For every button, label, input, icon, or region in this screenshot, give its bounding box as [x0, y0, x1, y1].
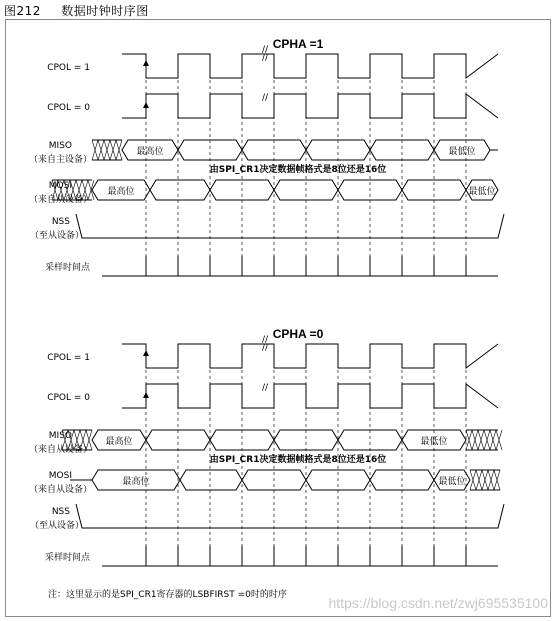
miso-bus-hatch: [496, 430, 502, 450]
miso-bus-hatch: [116, 140, 122, 160]
break-mark: //: [262, 93, 269, 103]
label-miso_sub: （来自从设备）: [28, 445, 92, 455]
label-mosi_sub: （来自从设备）: [28, 485, 92, 495]
cpol1-clock-wave: [122, 344, 498, 368]
miso-bus-hatch: [472, 430, 478, 450]
cpol1-clock-wave: [122, 54, 498, 78]
figure-caption: 数据时钟时序图: [61, 4, 149, 18]
nss-wave: [76, 214, 504, 238]
label-mosi: MOSI: [48, 471, 72, 481]
figure-number: 图212: [4, 4, 41, 18]
label-nss: NSS: [51, 217, 70, 227]
label-miso: MISO: [48, 431, 72, 441]
miso-bus-hatch: [490, 430, 496, 450]
label-cpol0: CPOL = 0: [47, 393, 90, 403]
break-mark: //: [262, 45, 269, 55]
label-cpol1: CPOL = 1: [47, 63, 90, 73]
miso-bus-hatch: [484, 430, 490, 450]
mosi-bus-hatch: [482, 470, 488, 490]
break-mark: //: [262, 53, 269, 63]
miso-bus-hatch: [98, 140, 104, 160]
edge-arrow: [143, 350, 149, 356]
label-sample: 采样时间点: [44, 553, 90, 563]
label-cpol0: CPOL = 0: [47, 103, 90, 113]
miso-bus-hatch: [92, 140, 98, 160]
msb-label: 最高位: [105, 437, 133, 447]
label-cpol1: CPOL = 1: [47, 353, 90, 363]
mosi-bus-hatch: [488, 470, 494, 490]
mosi-bus-cell: [150, 180, 210, 200]
label-nss: NSS: [51, 507, 70, 517]
label-sample: 采样时间点: [44, 263, 90, 273]
msb-label: 最高位: [122, 477, 150, 487]
edge-arrow: [143, 60, 149, 66]
lsb-label: 最低位: [420, 437, 448, 447]
miso-bus-hatch: [104, 140, 110, 160]
lsb-label: 最低位: [438, 477, 466, 487]
cpol0-clock-wave: [122, 94, 498, 118]
label-miso: MISO: [48, 141, 72, 151]
edge-arrow: [143, 102, 149, 108]
waveforms: [52, 54, 504, 566]
data-format-note: 由SPI_CR1决定数据帧格式是8位还是16位: [209, 455, 387, 465]
label-nss_sub: （至从设备）: [29, 521, 84, 531]
msb-label: 最高位: [107, 187, 135, 197]
msb-label: 最高位: [136, 147, 164, 157]
mosi-bus-hatch: [470, 470, 476, 490]
mosi-bus-cell: [180, 470, 242, 490]
cpol0-clock-wave: [122, 384, 498, 408]
footnote: 注：这里显示的是SPI_CR1寄存器的LSBFIRST =0时的时序: [48, 590, 287, 600]
edge-arrow: [143, 392, 149, 398]
label-miso_sub: （来自主设备）: [28, 155, 92, 165]
miso-bus-hatch: [466, 430, 472, 450]
mosi-bus-hatch: [494, 470, 500, 490]
break-mark: //: [262, 343, 269, 353]
panel-title: CPHA =0: [272, 327, 324, 341]
watermark: https://blog.csdn.net/zwj695535100: [328, 595, 548, 611]
label-mosi: MOSI: [48, 181, 72, 191]
lsb-label: 最低位: [448, 147, 476, 157]
clock-gridlines: [146, 56, 466, 556]
break-mark: //: [262, 335, 269, 345]
label-nss_sub: （至从设备）: [29, 231, 84, 241]
break-mark: //: [262, 383, 269, 393]
data-format-note: 由SPI_CR1决定数据帧格式是8位还是16位: [209, 165, 387, 175]
lsb-label: 最低位: [468, 187, 496, 197]
miso-bus-hatch: [110, 140, 116, 160]
label-mosi_sub: （来自从设备）: [28, 195, 92, 205]
nss-wave: [76, 504, 504, 528]
signal-labels: [29, 37, 496, 563]
miso-bus-hatch: [478, 430, 484, 450]
mosi-bus-hatch: [476, 470, 482, 490]
panel-title: CPHA =1: [272, 37, 324, 51]
